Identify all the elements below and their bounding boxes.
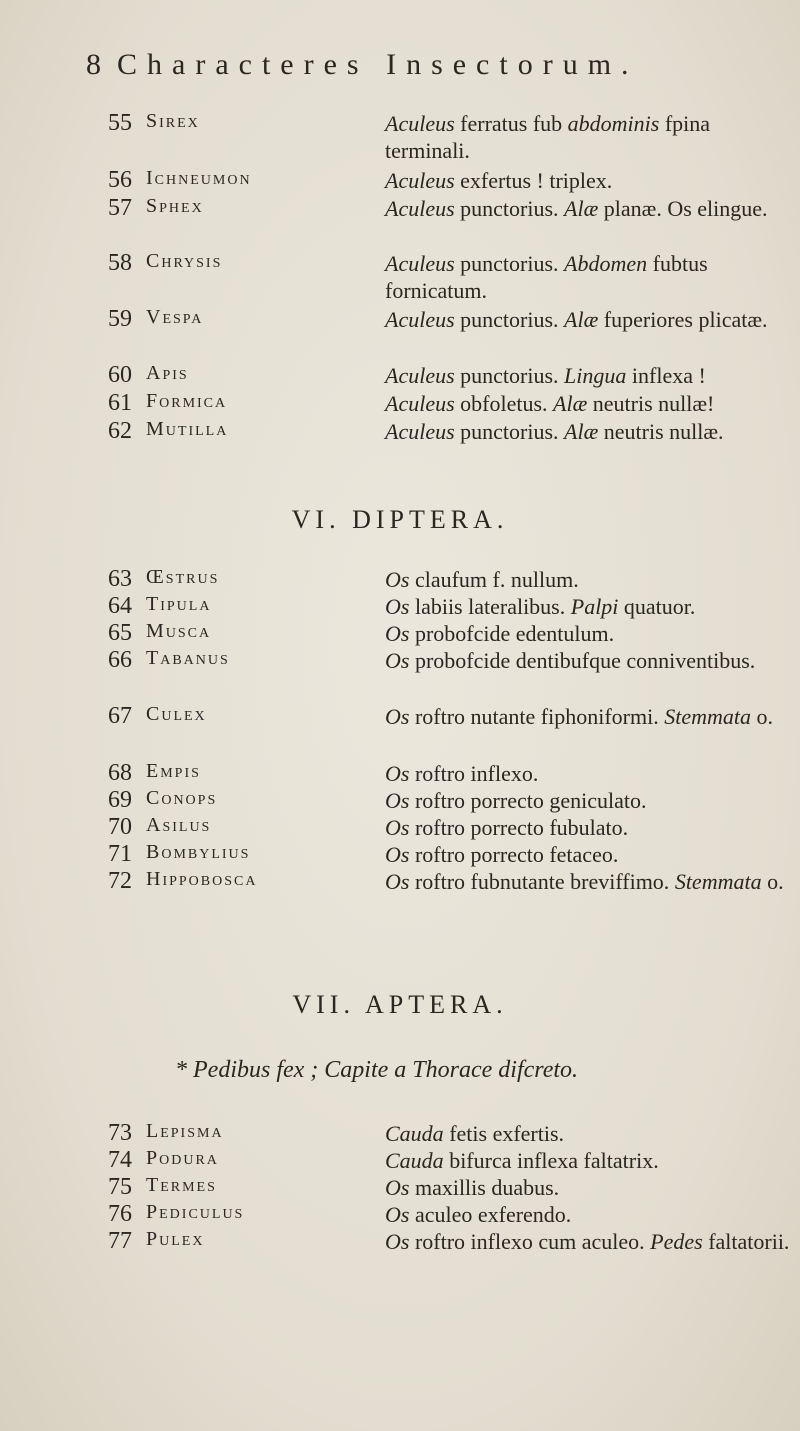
genus-name: Conops [146, 787, 218, 809]
genus-name: Formica [146, 390, 228, 412]
genus-name: Pulex [146, 1228, 205, 1250]
key-term: Alæ [564, 307, 599, 332]
key-term: Os [385, 567, 410, 592]
key-term: Stemmata [664, 704, 751, 729]
character-description: Aculeus obfoletus. Alæ neutris nullæ! [385, 391, 715, 416]
genus-number: 56 [108, 167, 132, 193]
character-description: Os roftro inflexo. [385, 761, 539, 786]
genus-number: 69 [108, 787, 132, 813]
page-number: 8 [86, 48, 101, 81]
genus-number: 61 [108, 390, 132, 416]
genus-name: Bombylius [146, 841, 251, 863]
genus-number: 59 [108, 306, 132, 332]
genus-name: Mutilla [146, 418, 229, 440]
character-description: Aculeus punctorius. Abdomen fubtus fornicatum. [385, 251, 708, 303]
key-term: Palpi [570, 594, 619, 619]
genus-name: Œstrus [146, 566, 220, 588]
key-term: Os [385, 869, 410, 894]
genus-name: Apis [146, 362, 189, 384]
character-description: Cauda bifurca inflexa faltatrix. [385, 1148, 659, 1173]
key-term: Os [385, 815, 410, 840]
key-term: Abdomen [564, 251, 648, 276]
key-term: Aculeus [385, 111, 455, 136]
genus-name: Podura [146, 1147, 219, 1169]
character-description: Os roftro inflexo cum aculeo. Pedes faltatorii. [385, 1229, 790, 1254]
key-term: Os [385, 1229, 410, 1254]
character-description: Os probofcide edentulum. [385, 621, 615, 646]
key-term: Os [385, 842, 410, 867]
genus-number: 63 [108, 566, 132, 592]
key-term: Os [385, 648, 410, 673]
key-term: Os [385, 704, 410, 729]
genus-name: Ichneumon [146, 167, 252, 189]
character-description: Os labiis lateralibus. Palpi quatuor. [385, 594, 696, 619]
genus-name: Culex [146, 703, 207, 725]
key-term: Os [385, 594, 410, 619]
character-description: Aculeus punctorius. Lingua inflexa ! [385, 363, 706, 388]
genus-number: 67 [108, 703, 132, 729]
genus-name: Chrysis [146, 250, 223, 272]
genus-name: Termes [146, 1174, 217, 1196]
running-head [86, 48, 766, 82]
key-term: Lingua [564, 363, 627, 388]
genus-number: 66 [108, 647, 132, 673]
character-description: Os aculeo exferendo. [385, 1202, 572, 1227]
key-term: Os [385, 621, 410, 646]
character-description: Os roftro porrecto geniculato. [385, 788, 647, 813]
genus-number: 74 [108, 1147, 132, 1173]
genus-number: 57 [108, 195, 132, 221]
section-heading-diptera: VI. DIPTERA. [291, 505, 509, 534]
key-term: Os [385, 761, 410, 786]
genus-name: Lepisma [146, 1120, 224, 1142]
genus-name: Asilus [146, 814, 212, 836]
genus-name: Sphex [146, 195, 204, 217]
key-term: Aculeus [385, 251, 455, 276]
key-term: Cauda [385, 1121, 444, 1146]
genus-name: Empis [146, 760, 201, 782]
genus-number: 75 [108, 1174, 132, 1200]
key-term: Stemmata [674, 869, 762, 894]
genus-number: 76 [108, 1201, 132, 1227]
genus-name: Sirex [146, 110, 200, 132]
character-description: Os roftro fubnutante breviffimo. Stemmata o. [385, 869, 784, 894]
key-term: Pedes [650, 1229, 703, 1254]
key-term: Alæ [564, 196, 599, 221]
key-term: Os [385, 1202, 410, 1227]
character-description: Aculeus ferratus fub abdominis fpina terminali. [385, 111, 711, 163]
genus-name: Tipula [146, 593, 212, 615]
key-term: abdominis [567, 111, 660, 136]
key-term: Alæ [553, 391, 588, 416]
section-heading-aptera: VII. APTERA. [292, 990, 508, 1019]
key-term: Aculeus [385, 196, 455, 221]
genus-number: 64 [108, 593, 132, 619]
key-term: Os [385, 1175, 410, 1200]
key-term: Aculeus [385, 419, 455, 444]
key-term: Cauda [385, 1148, 444, 1173]
character-description: Aculeus exfertus ! triplex. [385, 168, 613, 193]
character-description: Aculeus punctorius. Alæ planæ. Os elingue. [385, 196, 768, 221]
character-description: Os roftro porrecto fubulato. [385, 815, 629, 840]
key-term: Aculeus [385, 168, 455, 193]
genus-name: Pediculus [146, 1201, 245, 1223]
genus-number: 73 [108, 1120, 132, 1146]
genus-number: 65 [108, 620, 132, 646]
character-description: Os claufum f. nullum. [385, 567, 579, 592]
genus-name: Vespa [146, 306, 204, 328]
character-description: Os roftro nutante fiphoniformi. Stemmata o. [385, 704, 773, 729]
character-description: Os probofcide dentibufque conniventibus. [385, 648, 756, 673]
genus-number: 60 [108, 362, 132, 388]
key-term: Aculeus [385, 391, 455, 416]
key-term: Os [385, 788, 410, 813]
genus-number: 72 [108, 868, 132, 894]
genus-number: 71 [108, 841, 132, 867]
genus-number: 77 [108, 1228, 132, 1254]
genus-number: 55 [108, 110, 132, 136]
genus-name: Tabanus [146, 647, 230, 669]
genus-number: 70 [108, 814, 132, 840]
key-term: Alæ [564, 419, 599, 444]
aptera-subheading: * Pedibus fex ; Capite a Thorace difcreto. [175, 1057, 579, 1083]
genus-name: Musca [146, 620, 212, 642]
character-description: Aculeus punctorius. Alæ fuperiores plicatæ. [385, 307, 768, 332]
genus-number: 68 [108, 760, 132, 786]
character-description: Os roftro porrecto fetaceo. [385, 842, 619, 867]
character-description: Os maxillis duabus. [385, 1175, 560, 1200]
key-term: Aculeus [385, 307, 455, 332]
genus-name: Hippobosca [146, 868, 258, 890]
key-term: Aculeus [385, 363, 455, 388]
genus-number: 58 [108, 250, 132, 276]
character-description: Aculeus punctorius. Alæ neutris nullæ. [385, 419, 724, 444]
character-description: Cauda fetis exfertis. [385, 1121, 565, 1146]
genus-number: 62 [108, 418, 132, 444]
page-header-title: Characteres Insectorum. [117, 48, 639, 81]
